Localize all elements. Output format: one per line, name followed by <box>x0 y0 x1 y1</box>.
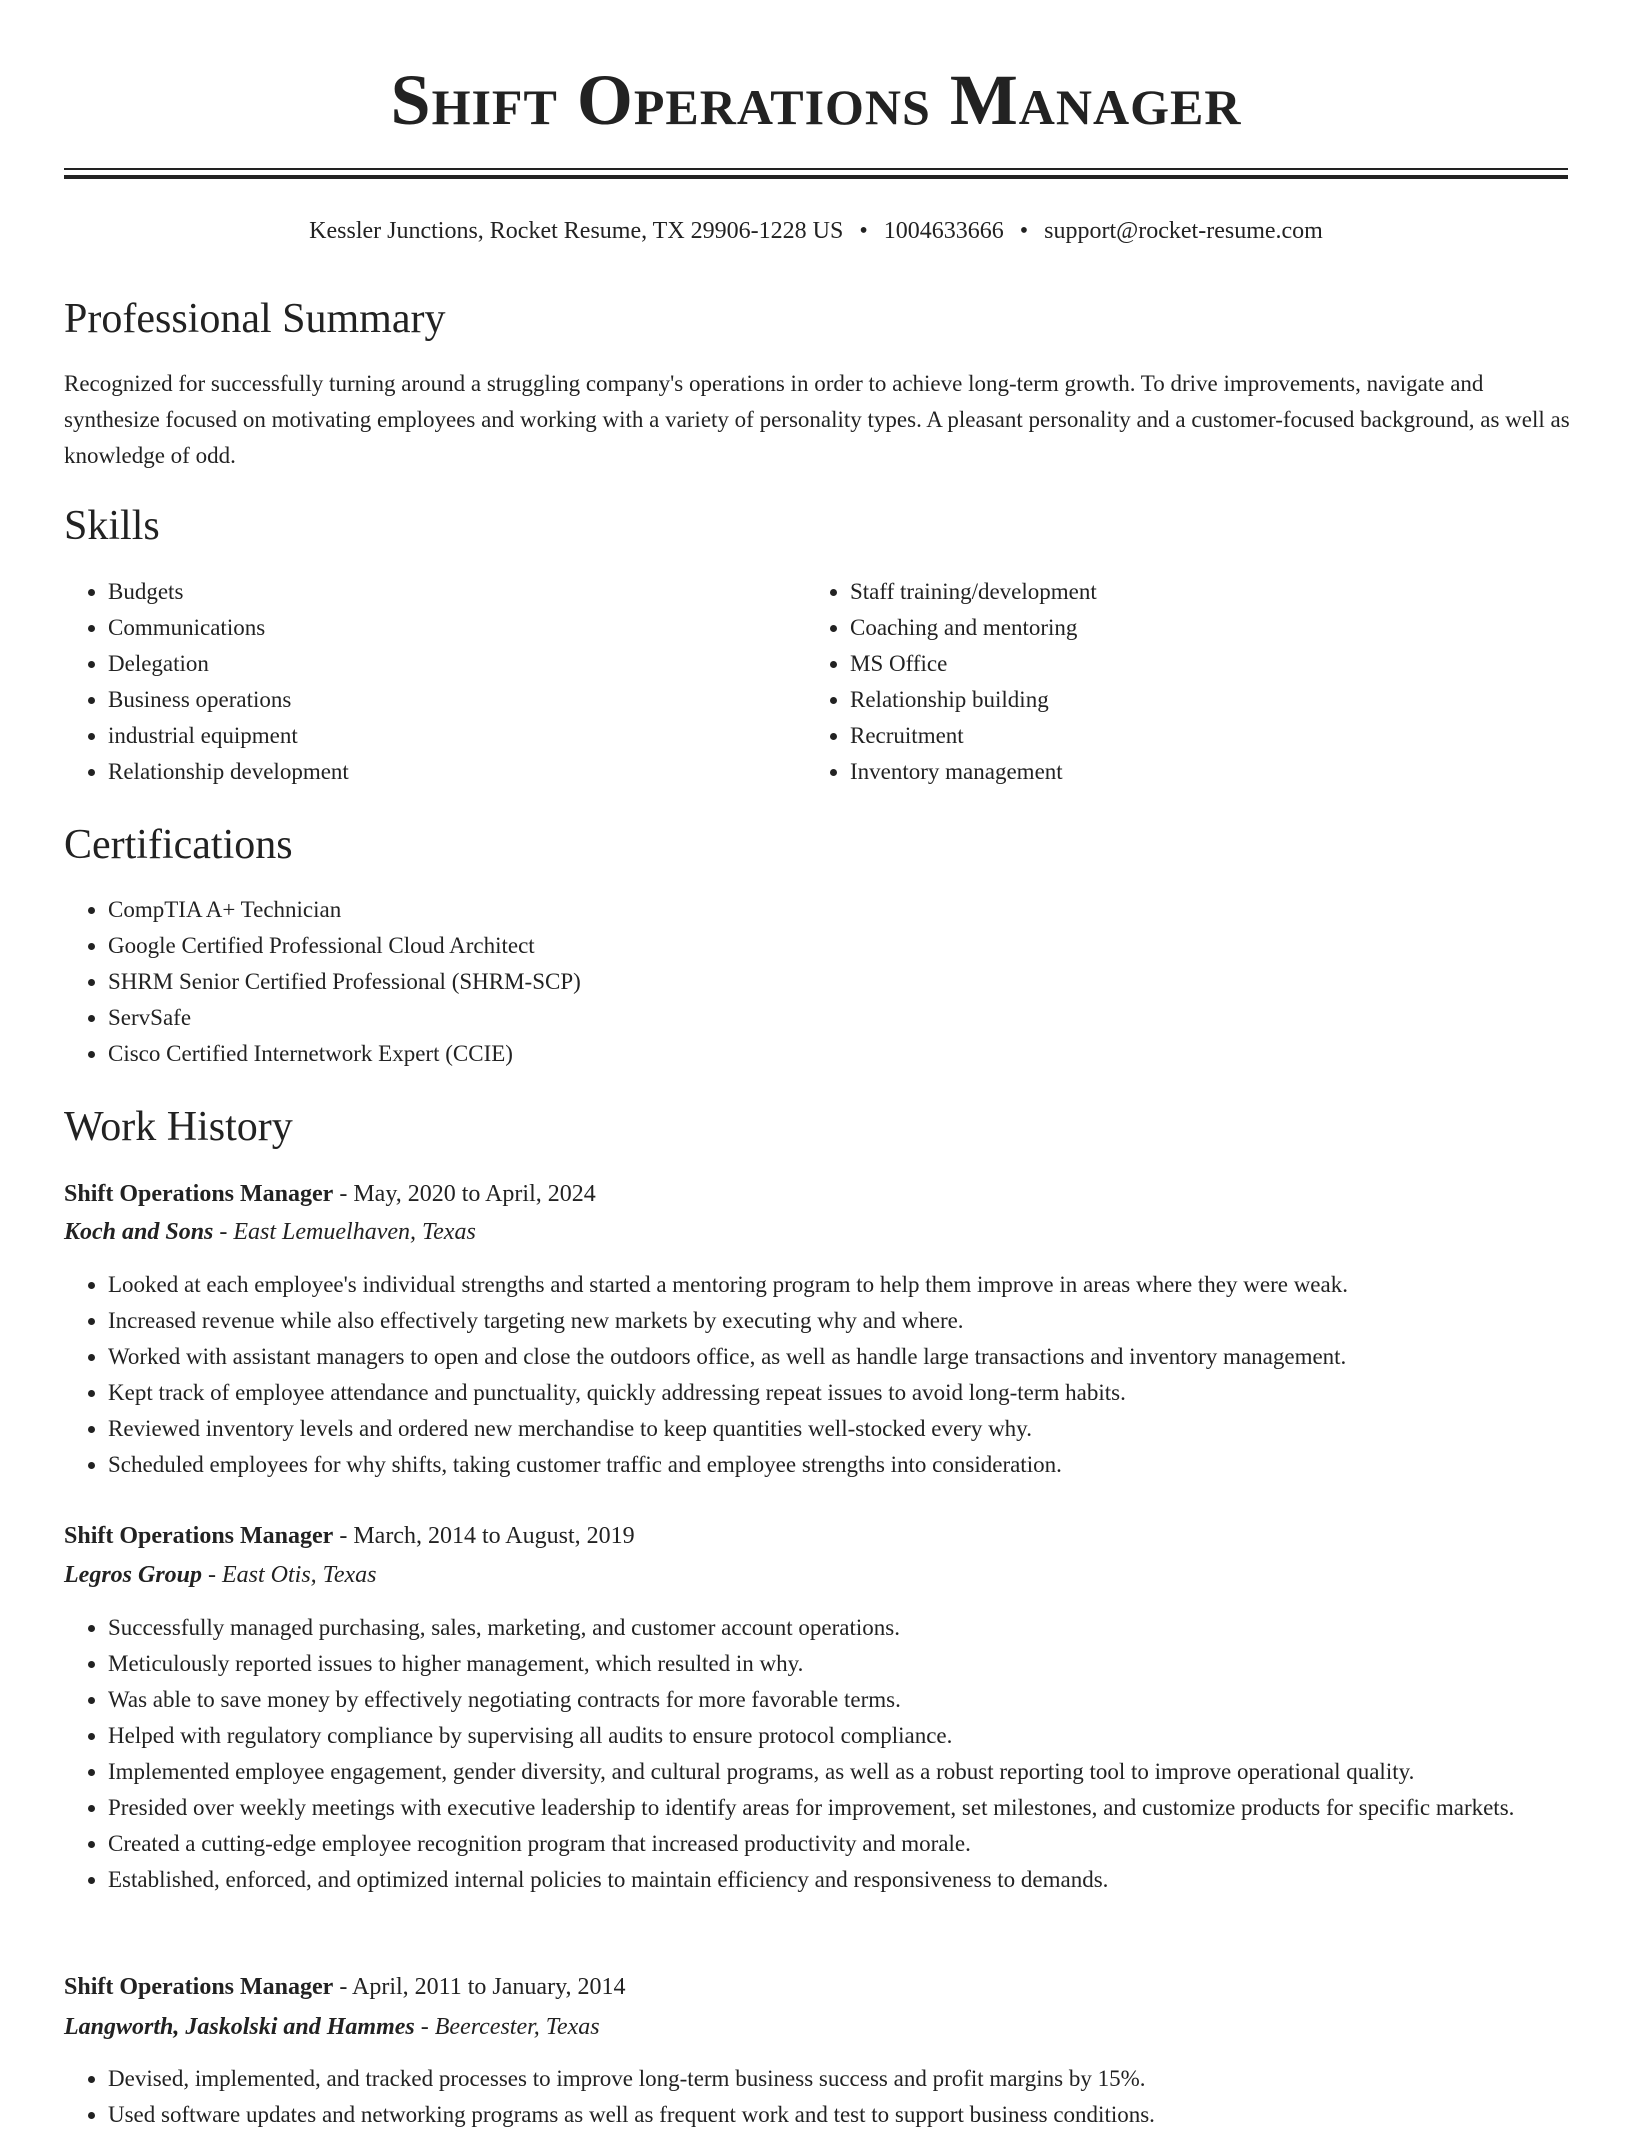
job-bullet: • Worked with assistant managers to open and close the outdoors office, as well as handle large transactions and inventory management. <box>108 1339 1588 1375</box>
job-bullet: • Created a cutting-edge employee recognition program that increased productivity and morale. <box>108 1826 1588 1862</box>
skills-heading: Skills <box>64 503 160 549</box>
skill-item: • Communications <box>108 610 748 646</box>
contact-email: support@rocket-resume.com <box>1044 218 1323 244</box>
skill-item: • Recruitment <box>850 718 1550 754</box>
job-bullet: • Helped with regulatory compliance by supervising all audits to ensure protocol compliance. <box>108 1718 1588 1754</box>
certifications-list <box>64 892 1588 1072</box>
contact-address: Kessler Junctions, Rocket Resume, TX 29906-1228 US <box>309 218 844 244</box>
job-bullet: • Successfully managed purchasing, sales, marketing, and customer account operations. <box>108 1610 1588 1646</box>
header-rule-thick <box>64 175 1568 179</box>
job-company-line <box>64 2009 600 2045</box>
contact-separator: • <box>1019 218 1029 244</box>
job-bullet: • Looked at each employee's individual strengths and started a mentoring program to help them improve in areas where they were weak. <box>108 1267 1588 1303</box>
job-bullet: • Meticulously reported issues to higher management, which resulted in why. <box>108 1646 1588 1682</box>
job-title: Shift Operations Manager <box>64 1974 334 2000</box>
certification-item: • ServSafe <box>108 1000 1588 1036</box>
job-company-line <box>64 1214 476 1250</box>
contact-phone: 1004633666 <box>883 218 1004 244</box>
job-bullets <box>64 1610 1588 1898</box>
summary-heading: Professional Summary <box>64 296 446 342</box>
job-company: Legros Group <box>64 1562 203 1588</box>
skill-item: • Staff training/development <box>850 574 1550 610</box>
skill-item: • Delegation <box>108 646 748 682</box>
job-company: Koch and Sons <box>64 1219 214 1245</box>
job-bullet: • Was able to save money by effectively negotiating contracts for more favorable terms. <box>108 1682 1588 1718</box>
certification-item: • Cisco Certified Internetwork Expert (CCIE) <box>108 1036 1588 1072</box>
job-location: - East Lemuelhaven, Texas <box>213 1219 476 1245</box>
skills-list-right <box>806 574 1550 790</box>
certification-item: • Google Certified Professional Cloud Architect <box>108 928 1588 964</box>
job-bullet: • Increased revenue while also effectively targeting new markets by executing why and where. <box>108 1303 1588 1339</box>
summary-text: Recognized for successfully turning around a struggling company's operations in order to achieve long-term growth. To drive improvements, navigate and synthesize focused on motivating employees and working with a variety of personality types. A pleasant personality and a customer-focused background, as well as knowledge of odd. <box>64 371 1570 468</box>
job-bullets <box>64 1267 1588 1483</box>
skills-list-left <box>64 574 748 790</box>
job-bullet: • Implemented employee engagement, gender diversity, and cultural programs, as well as a robust reporting tool to improve operational quality. <box>108 1754 1588 1790</box>
certifications-heading: Certifications <box>64 822 293 868</box>
job-title-line <box>64 1969 626 2005</box>
job-location: - East Otis, Texas <box>202 1562 377 1588</box>
job-bullet: • Kept track of employee attendance and punctuality, quickly addressing repeat issues to avoid long-term habits. <box>108 1375 1588 1411</box>
job-title-line <box>64 1176 596 1212</box>
skill-item: • Budgets <box>108 574 748 610</box>
job-bullet: • Used software updates and networking programs as well as frequent work and test to support business conditions. <box>108 2097 1588 2133</box>
skill-item: • Relationship building <box>850 682 1550 718</box>
job-bullets <box>64 2061 1588 2133</box>
job-title: Shift Operations Manager <box>64 1523 334 1549</box>
contact-line <box>0 214 1632 248</box>
skill-item: • industrial equipment <box>108 718 748 754</box>
job-bullet: • Reviewed inventory levels and ordered new merchandise to keep quantities well-stocked every why. <box>108 1411 1588 1447</box>
job-dates: - May, 2020 to April, 2024 <box>333 1181 596 1207</box>
skill-item: • Relationship development <box>108 754 748 790</box>
job-title: Shift Operations Manager <box>64 1181 334 1207</box>
skill-item: • Inventory management <box>850 754 1550 790</box>
job-company-line <box>64 1557 376 1593</box>
job-bullet: • Established, enforced, and optimized internal policies to maintain efficiency and responsiveness to demands. <box>108 1862 1588 1898</box>
skill-item: • Business operations <box>108 682 748 718</box>
job-company: Langworth, Jaskolski and Hammes <box>64 2014 415 2040</box>
skill-item: • MS Office <box>850 646 1550 682</box>
certification-item: • SHRM Senior Certified Professional (SHRM-SCP) <box>108 964 1588 1000</box>
job-dates: - March, 2014 to August, 2019 <box>333 1523 635 1549</box>
job-dates: - April, 2011 to January, 2014 <box>333 1974 626 2000</box>
certification-item: • CompTIA A+ Technician <box>108 892 1588 928</box>
resume-name: Shift Operations Manager <box>390 60 1242 140</box>
job-bullet: • Presided over weekly meetings with executive leadership to identify areas for improvement, set milestones, and customize products for specific markets. <box>108 1790 1588 1826</box>
skill-item: • Coaching and mentoring <box>850 610 1550 646</box>
job-bullet: • Devised, implemented, and tracked processes to improve long-term business success and profit margins by 15%. <box>108 2061 1588 2097</box>
job-title-line <box>64 1518 635 1554</box>
contact-separator: • <box>859 218 868 244</box>
work-history-heading: Work History <box>64 1104 293 1150</box>
header-rule-thin <box>64 168 1568 170</box>
job-location: - Beercester, Texas <box>414 2014 600 2040</box>
job-bullet: • Scheduled employees for why shifts, taking customer traffic and employee strengths into consideration. <box>108 1447 1588 1483</box>
